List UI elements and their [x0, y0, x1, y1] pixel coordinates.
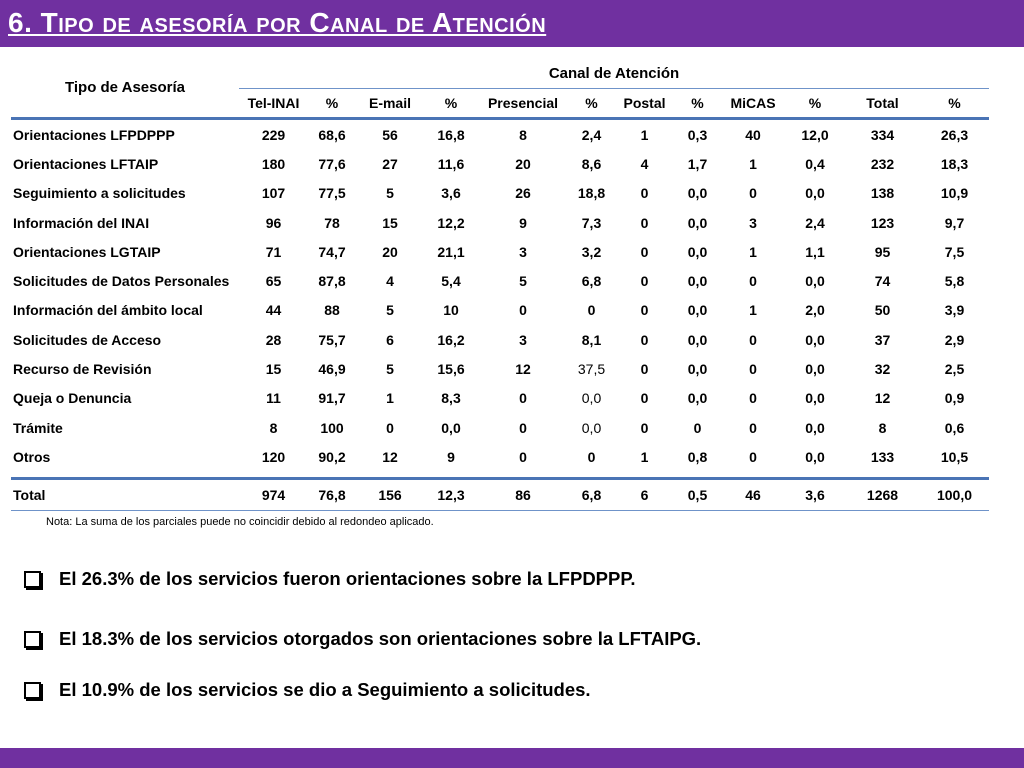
table-cell: 91,7	[318, 390, 346, 407]
table-row	[11, 119, 989, 150]
table-cell: 5	[386, 361, 394, 378]
table-cell: 8	[269, 419, 278, 436]
table-note: Nota: La suma de los parciales puede no coincidir debido al redondeo aplicado.	[46, 516, 434, 528]
bullet-text: El 18.3% de los servicios otorgados son orientaciones sobre la LFTAIPG.	[59, 628, 702, 649]
bullet-text: El 26.3% de los servicios fueron orientaciones sobre la LFPDPPP.	[59, 568, 636, 589]
table-cell: 0	[749, 390, 757, 407]
column-header: MiCAS	[721, 89, 785, 119]
bullet-item	[24, 679, 591, 701]
column-header: %	[568, 89, 615, 119]
table-row	[11, 266, 989, 295]
table-cell: 77,6	[318, 155, 346, 172]
table-cell: 28	[265, 331, 282, 348]
table-cell: 8,6	[581, 155, 602, 172]
table-cell: 0,0	[687, 243, 708, 260]
table-cell: 40	[745, 126, 761, 143]
table-cell: 10	[443, 302, 459, 319]
table-cell: 95	[874, 243, 891, 260]
table-cell: 9	[519, 214, 527, 231]
table-cell: 5	[386, 302, 394, 319]
table-cell: 0,0	[687, 214, 708, 231]
table-cell: 0	[749, 273, 757, 290]
table-cell: 20	[382, 243, 398, 260]
table-cell: 5	[386, 185, 394, 202]
table-cell: 5,4	[441, 273, 461, 290]
row-label: Solicitudes de Acceso	[13, 331, 162, 348]
table-cell: 74	[874, 273, 891, 290]
table-cell: 0,0	[805, 331, 825, 348]
table-cell: 0	[519, 390, 527, 407]
table-cell: 0	[749, 331, 757, 348]
table-cell: 37,5	[577, 361, 606, 378]
column-header: %	[308, 89, 356, 119]
table-cell: 16,2	[437, 331, 465, 348]
table-cell: 50	[874, 302, 891, 319]
table-cell: 1,7	[687, 155, 708, 172]
table-cell: 5,8	[944, 273, 965, 290]
table-cell: 9	[447, 448, 455, 465]
table-row	[11, 354, 989, 383]
table-cell: 1	[749, 302, 757, 319]
total-label: Total	[11, 478, 239, 510]
table-cell: 8	[519, 126, 527, 143]
table-cell: 15,6	[437, 361, 465, 378]
table-cell: 0	[640, 214, 649, 231]
table-cell: 0	[640, 331, 649, 348]
table-cell: 88	[324, 302, 340, 319]
table-cell: 71	[265, 243, 282, 260]
table-cell: 0,4	[805, 155, 825, 172]
table-cell: 1	[749, 243, 757, 260]
table-cell: 0	[640, 302, 649, 319]
table-cell: 1	[386, 390, 394, 407]
table-cell: 18,3	[940, 155, 969, 172]
table-cell: 232	[870, 155, 895, 172]
total-cell: 86	[478, 478, 568, 510]
table-row	[11, 149, 989, 178]
table-cell: 0,6	[944, 419, 965, 436]
table-cell: 3	[519, 243, 527, 260]
total-cell: 6	[615, 478, 674, 510]
table-cell: 26,3	[940, 126, 969, 143]
table-cell: 11	[266, 390, 281, 407]
table-cell: 3,6	[441, 185, 461, 202]
row-label: Queja o Denuncia	[13, 390, 132, 407]
row-label: Información del ámbito local	[13, 302, 203, 319]
total-cell: 1268	[845, 478, 920, 510]
column-header: %	[785, 89, 845, 119]
table-cell: 0,0	[805, 448, 825, 465]
table-cell: 9,7	[944, 214, 965, 231]
table-cell: 3,2	[581, 243, 602, 260]
table-cell: 44	[265, 302, 282, 319]
row-label: Otros	[13, 448, 51, 465]
table-cell: 16,8	[437, 126, 465, 143]
table-cell: 15	[265, 361, 282, 378]
table-row	[11, 384, 989, 413]
table-cell: 0	[640, 185, 649, 202]
table-cell: 90,2	[318, 448, 346, 465]
table-cell: 37	[874, 331, 891, 348]
table-cell: 8	[878, 419, 887, 436]
total-cell: 3,6	[785, 478, 845, 510]
column-header: %	[920, 89, 989, 119]
table-cell: 46,9	[318, 361, 346, 378]
table-cell: 180	[261, 155, 286, 172]
table-cell: 0	[749, 185, 757, 202]
table-row	[11, 179, 989, 208]
table-cell: 0	[640, 243, 649, 260]
table-row	[11, 237, 989, 266]
table-cell: 2,4	[805, 214, 825, 231]
table-cell: 4	[640, 155, 649, 172]
table-cell: 0,0	[805, 273, 825, 290]
table-cell: 2,4	[581, 126, 602, 143]
table-cell: 123	[870, 214, 895, 231]
table-cell: 133	[870, 448, 895, 465]
bullet-item	[24, 568, 635, 590]
table-cell: 0	[749, 448, 757, 465]
table-cell: 6,8	[581, 273, 602, 290]
table-cell: 0,0	[805, 390, 825, 407]
table-cell: 75,7	[318, 331, 346, 348]
table-cell: 120	[261, 448, 286, 465]
table-cell: 0,8	[687, 448, 708, 465]
table-row	[11, 442, 989, 471]
table-cell: 0	[640, 390, 649, 407]
table-cell: 11,6	[437, 155, 465, 172]
table-cell: 0,0	[687, 331, 708, 348]
column-header: Tel-INAI	[239, 89, 308, 119]
table-row	[11, 296, 989, 325]
table-cell: 65	[265, 273, 282, 290]
table-cell: 0,0	[581, 419, 602, 436]
table-cell: 12	[515, 361, 531, 378]
table-cell: 0	[519, 302, 527, 319]
table-cell: 10,9	[940, 185, 969, 202]
table-cell: 0	[587, 448, 596, 465]
row-label: Recurso de Revisión	[13, 361, 152, 378]
total-cell: 100,0	[920, 478, 989, 510]
table-cell: 2,5	[944, 361, 965, 378]
table-cell: 87,8	[318, 273, 346, 290]
table-cell: 18,8	[577, 185, 606, 202]
row-label: Información del INAI	[13, 214, 150, 231]
table-cell: 7,3	[581, 214, 602, 231]
bullet-text: El 10.9% de los servicios se dio a Seguimiento a solicitudes.	[59, 679, 591, 700]
table-cell: 56	[382, 126, 398, 143]
checkbox-bullet-icon	[24, 571, 41, 588]
row-header: Tipo de Asesoría	[11, 58, 239, 119]
table-cell: 78	[324, 214, 340, 231]
table-cell: 0,0	[687, 390, 708, 407]
table-cell: 0	[640, 361, 649, 378]
table-cell: 12	[382, 448, 398, 465]
column-header: %	[424, 89, 478, 119]
table-cell: 0	[519, 419, 527, 436]
title-bar	[0, 0, 1024, 47]
total-cell: 46	[721, 478, 785, 510]
table-cell: 1	[640, 126, 649, 143]
table-cell: 3	[519, 331, 527, 348]
row-label: Orientaciones LGTAIP	[13, 243, 161, 260]
table-cell: 107	[261, 185, 286, 202]
table-cell: 10,5	[940, 448, 969, 465]
column-header: Postal	[615, 89, 674, 119]
total-cell: 6,8	[568, 478, 615, 510]
column-header: %	[674, 89, 721, 119]
table-cell: 12,2	[437, 214, 465, 231]
table-cell: 96	[265, 214, 282, 231]
table-cell: 0	[693, 419, 702, 436]
table-cell: 8,3	[441, 390, 461, 407]
table-cell: 0	[749, 419, 757, 436]
table-cell: 6	[386, 331, 394, 348]
table-cell: 1,1	[805, 243, 825, 260]
table-cell: 0,0	[805, 419, 825, 436]
row-label: Trámite	[13, 419, 63, 436]
table-cell: 21,1	[437, 243, 465, 260]
table-cell: 0,0	[581, 390, 602, 407]
table-cell: 2,0	[805, 302, 825, 319]
total-cell: 12,3	[424, 478, 478, 510]
row-label: Seguimiento a solicitudes	[13, 185, 186, 202]
slide-title: 6. Tipo de asesoría por Canal de Atención	[8, 7, 547, 38]
table-cell: 27	[382, 155, 398, 172]
table-cell: 0,3	[687, 126, 708, 143]
row-label: Solicitudes de Datos Personales	[13, 273, 230, 290]
table-cell: 0	[749, 361, 757, 378]
table-cell: 0,0	[805, 361, 825, 378]
table-cell: 0	[386, 419, 394, 436]
row-label: Orientaciones LFTAIP	[13, 155, 159, 172]
table-cell: 334	[870, 126, 895, 143]
column-header: Total	[845, 89, 920, 119]
checkbox-bullet-icon	[24, 682, 41, 699]
table-cell: 8,1	[581, 331, 602, 348]
table-cell: 7,5	[944, 243, 965, 260]
table-cell: 3,9	[944, 302, 965, 319]
row-label: Orientaciones LFPDPPP	[13, 126, 175, 143]
table-cell: 229	[261, 126, 286, 143]
table-cell: 0	[640, 419, 649, 436]
bottom-bar	[0, 748, 1024, 768]
advisory-table	[11, 58, 989, 511]
table-cell: 2,9	[944, 331, 965, 348]
table-row	[11, 413, 989, 442]
group-header: Canal de Atención	[548, 64, 680, 82]
table-cell: 0,0	[687, 302, 708, 319]
table-cell: 0,0	[441, 419, 461, 436]
table-cell: 0,0	[805, 185, 825, 202]
total-cell: 156	[356, 478, 424, 510]
table-cell: 100	[320, 419, 344, 436]
column-header: E-mail	[356, 89, 424, 119]
table-cell: 0	[587, 302, 596, 319]
table-cell: 138	[870, 185, 895, 202]
table-cell: 20	[515, 155, 531, 172]
table-cell: 12,0	[801, 126, 829, 143]
bullet-item	[24, 628, 701, 650]
checkbox-bullet-icon	[24, 631, 41, 648]
table-cell: 1	[749, 155, 757, 172]
table-cell: 32	[874, 361, 891, 378]
column-header: Presencial	[478, 89, 568, 119]
table-cell: 0,0	[687, 273, 708, 290]
table-cell: 26	[515, 185, 531, 202]
table-cell: 0,9	[944, 390, 965, 407]
total-cell: 0,5	[674, 478, 721, 510]
table-cell: 74,7	[318, 243, 346, 260]
table-row	[11, 325, 989, 354]
table-cell: 0,0	[687, 361, 708, 378]
table-cell: 1	[640, 448, 649, 465]
table-cell: 3	[749, 214, 757, 231]
total-row	[11, 478, 989, 510]
table-cell: 77,5	[318, 185, 346, 202]
table-cell: 15	[382, 214, 398, 231]
table-cell: 4	[386, 273, 394, 290]
table-cell: 0	[519, 448, 527, 465]
table-cell: 68,6	[318, 126, 346, 143]
table-row	[11, 208, 989, 237]
table-cell: 5	[519, 273, 527, 290]
total-cell: 76,8	[308, 478, 356, 510]
total-cell: 974	[239, 478, 308, 510]
table-cell: 0	[640, 273, 649, 290]
table-cell: 0,0	[687, 185, 708, 202]
table-cell: 12	[874, 390, 891, 407]
